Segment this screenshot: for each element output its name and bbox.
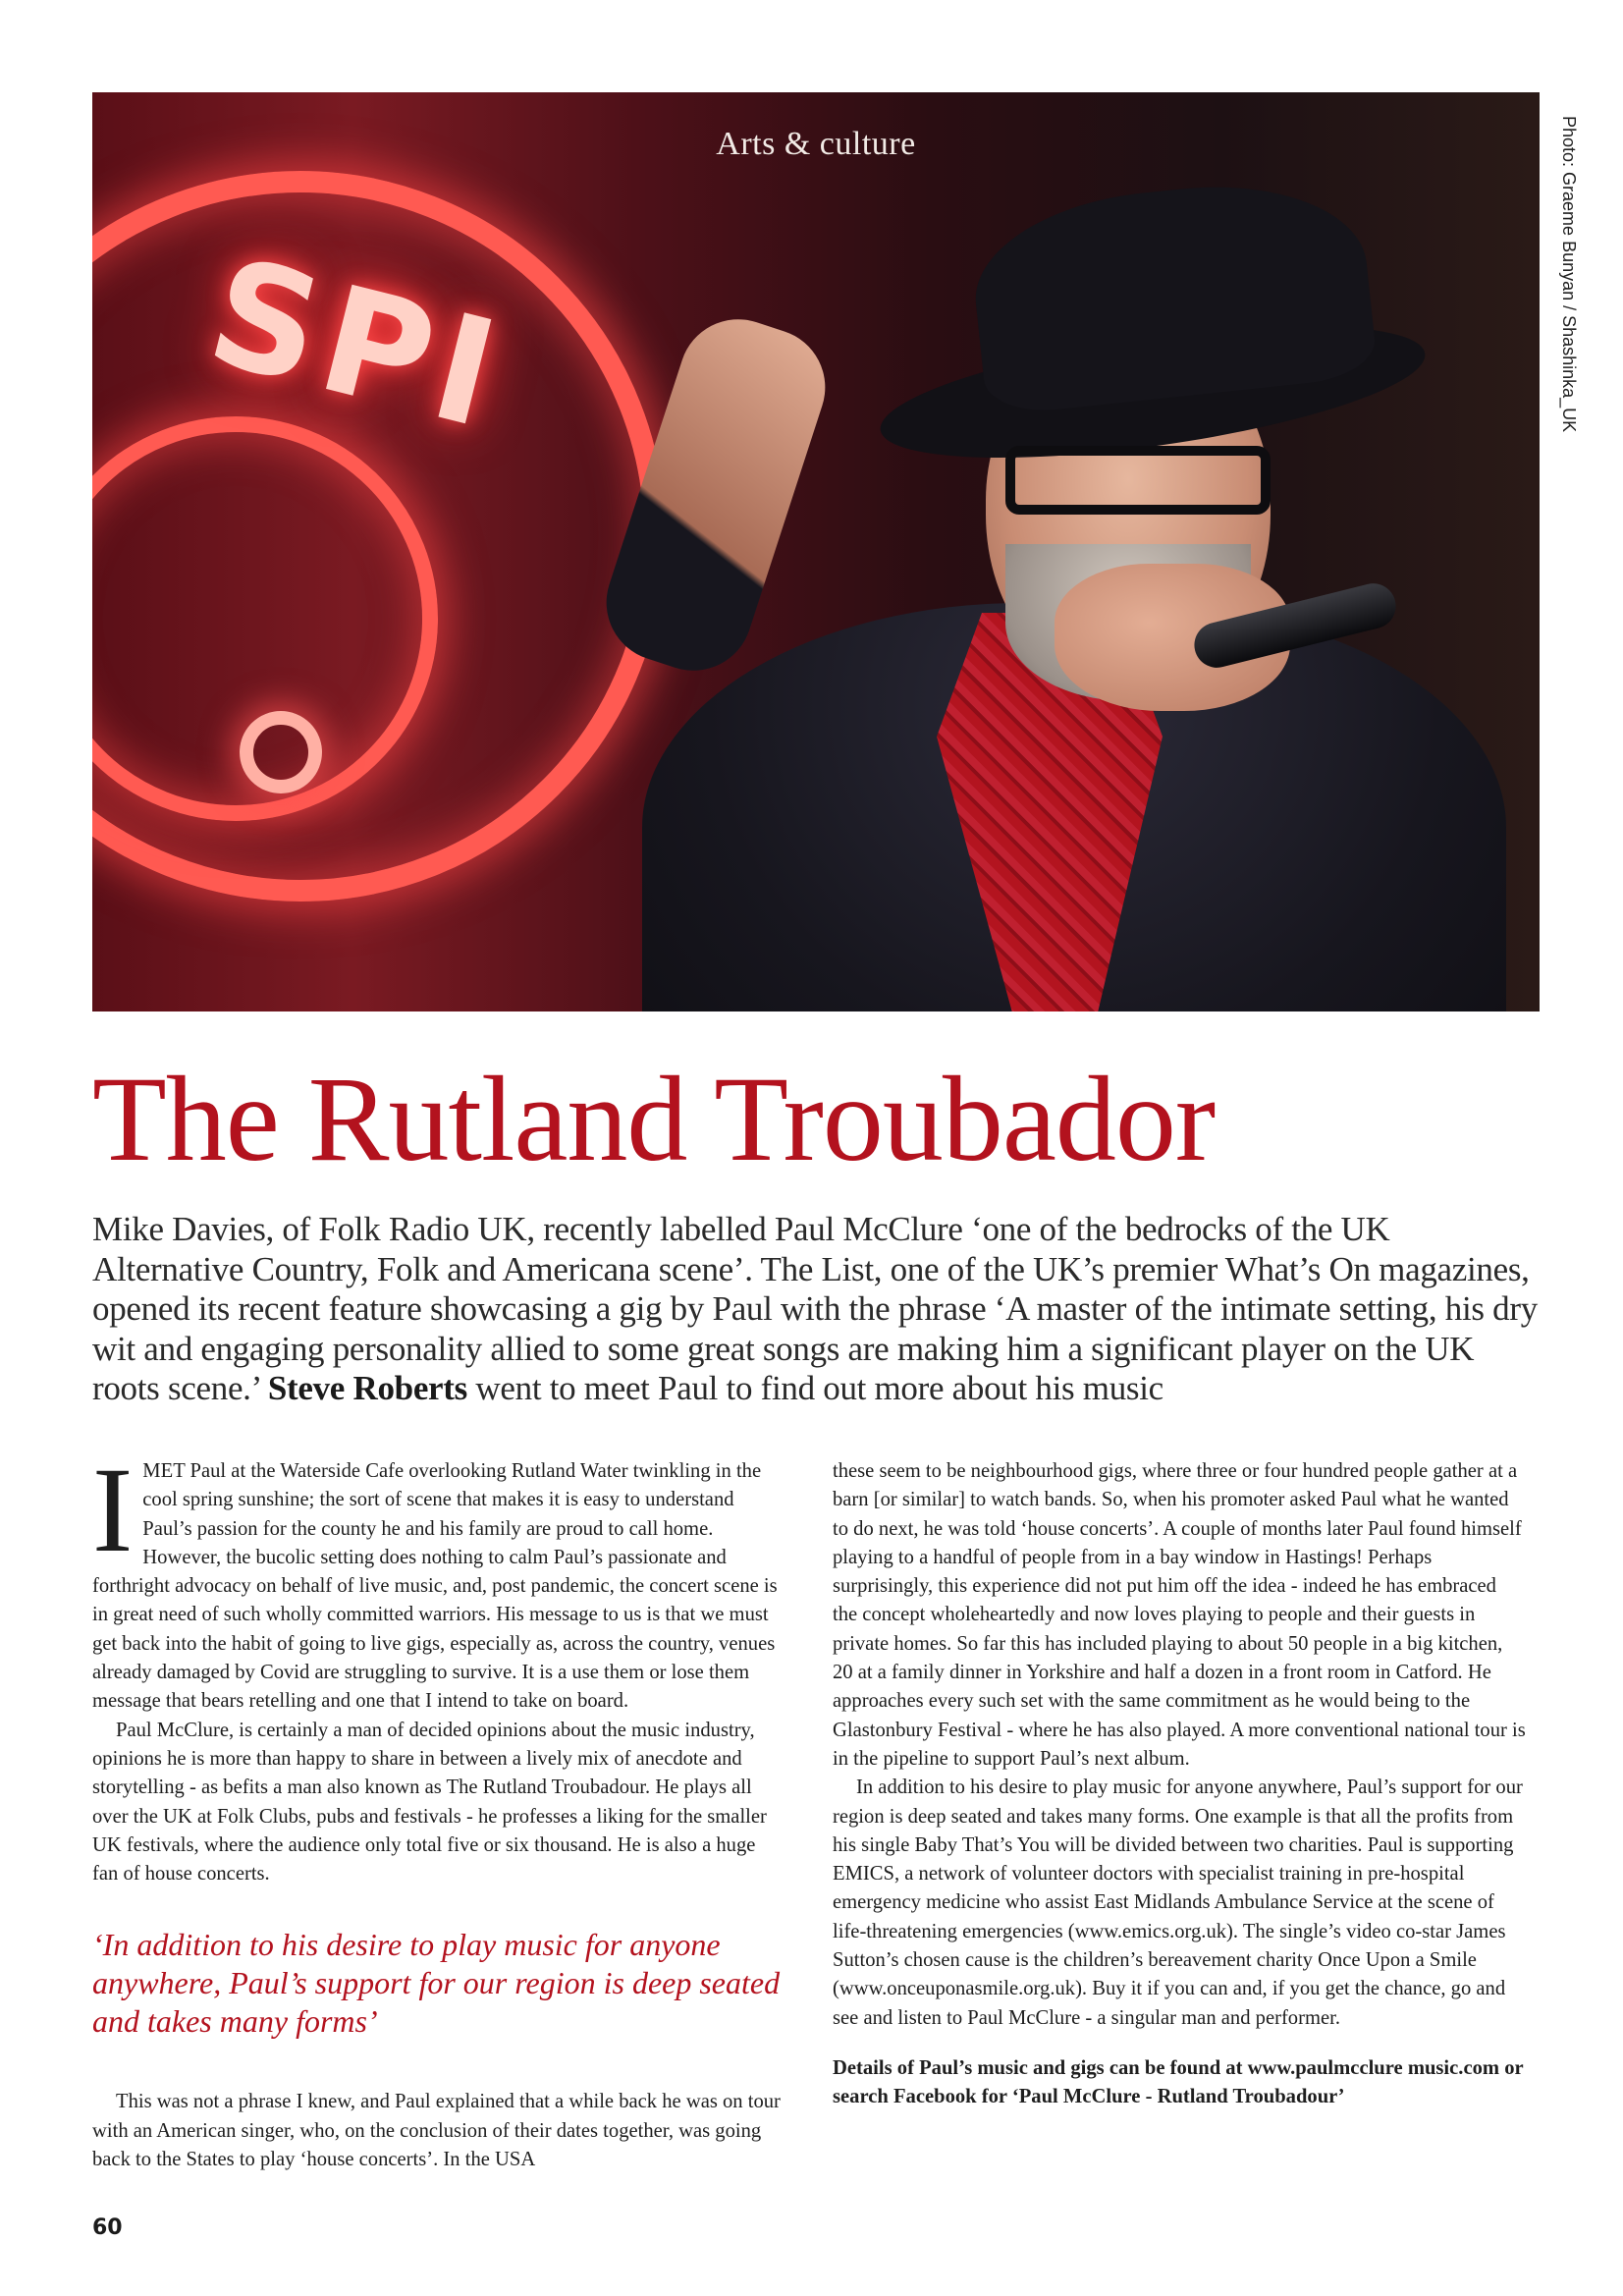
paragraph-4: these seem to be neighbourhood gigs, where three or four hundred people gather at a barn [or similar] to watch bands. So, when his promoter asked Paul what he wanted to do next, he was told ‘house concerts’. A couple of months later Paul found himself playing to a handful of people from in a bay window in Hastings! Perhaps surprisingly, this experience did not put him off the idea - indeed he has embraced the concept wholeheartedly and now loves playing to people and their guests in private homes. So far this has included playing to about 50 people in a big kitchen, 20 at a family dinner in Yorkshire and half a dozen in a front room in Catford. He approaches every such set with the same commitment as he would being to the Glastonbury Festival - where he has also played. A more conventional national tour is in the pipeline to support Paul’s next album. [833, 1460, 1526, 1770]
drop-cap: I [92, 1443, 134, 1577]
article-intro [92, 1210, 1545, 1409]
neon-sign-letters: SPI [193, 226, 519, 464]
intro-text: Mike Davies, of Folk Radio UK, recently labelled Paul McClure ‘one of the bedrocks of the UK Alternative Country, Folk and Americana scene’. The List, one of the UK’s premier What’s On magazines, opened its recent feature showcasing a gig by Paul with the phrase ‘A master of the intimate setting, his dry wit and engaging personality allied to some great songs are making him a significant player on the UK roots scene.’ [92, 1210, 1538, 1407]
paragraph-1-text: MET Paul at the Waterside Cafe overlooking Rutland Water twinkling in the cool spring sunshine; the sort of scene that makes it is easy to understand Paul’s passion for the county he and his family are proud to call home. However, the bucolic setting does nothing to calm Paul’s passionate and forthright advocacy on behalf of live music, and, post pandemic, the concert scene is in great need of such wholly committed warriors. His message to us is that we must get back into the habit of going to live gigs, especially as, across the country, venues already damaged by Covid are struggling to survive. It is a use them or lose them message that bears retelling and one that I intend to take on board. [92, 1460, 778, 1713]
right-column [833, 1457, 1526, 2112]
pull-quote: ‘In addition to his desire to play music for anyone anywhere, Paul’s support for our region is deep seated and takes many forms’ [92, 1927, 781, 2040]
intro-tail: went to meet Paul to find out more about his music [466, 1369, 1163, 1407]
paragraph-3: This was not a phrase I knew, and Paul explained that a while back he was on tour with an American singer, who, on the conclusion of their dates together, was going back to the States to play ‘house concerts’. In the USA [92, 2091, 781, 2171]
paragraph-5: In addition to his desire to play music for anyone anywhere, Paul’s support for our region is deep seated and takes many forms. One example is that all the profits from his single Baby That’s You will be divided between two charities. Paul is supporting EMICS, a network of volunteer doctors with specialist training in pre-hospital emergency medicine who assist East Midlands Ambulance Service at the scene of life-threatening emergencies (www.emics.org.uk). The single’s video co-star James Sutton’s chosen cause is the children’s bereavement charity Once Upon a Smile (www.onceuponasmile.org.uk). Buy it if you can and, if you get the chance, go and see and listen to Paul McClure - a singular man and performer. [833, 1777, 1523, 2029]
author-name: Steve Roberts [267, 1369, 467, 1407]
hero-photo [92, 92, 1540, 1011]
left-column [92, 1443, 785, 2174]
hat-crown [966, 171, 1379, 417]
neon-sign-dot [240, 711, 322, 793]
paragraph-1 [92, 1443, 785, 1717]
section-label: Arts & culture [716, 126, 916, 162]
photo-credit: Photo: Graeme Bunyan / Shashinka_UK [1559, 116, 1579, 433]
details-note: Details of Paul’s music and gigs can be found at www.paulmcclure music.com or search Facebook for ‘Paul McClure - Rutland Troubadour’ [833, 2056, 1524, 2108]
glasses [1005, 446, 1271, 515]
article-title: The Rutland Troubador [92, 1052, 1216, 1186]
paragraph-2: Paul McClure, is certainly a man of decided opinions about the music industry, opinions he is more than happy to share in between a lively mix of anecdote and storytelling - as befits a man also known as The Rutland Troubadour. He plays all over the UK at Folk Clubs, pubs and festivals - he professes a liking for the smaller UK festivals, where the audience only total five or six thousand. He is also a huge fan of house concerts. [92, 1719, 767, 1886]
page-number: 60 [92, 2215, 123, 2240]
